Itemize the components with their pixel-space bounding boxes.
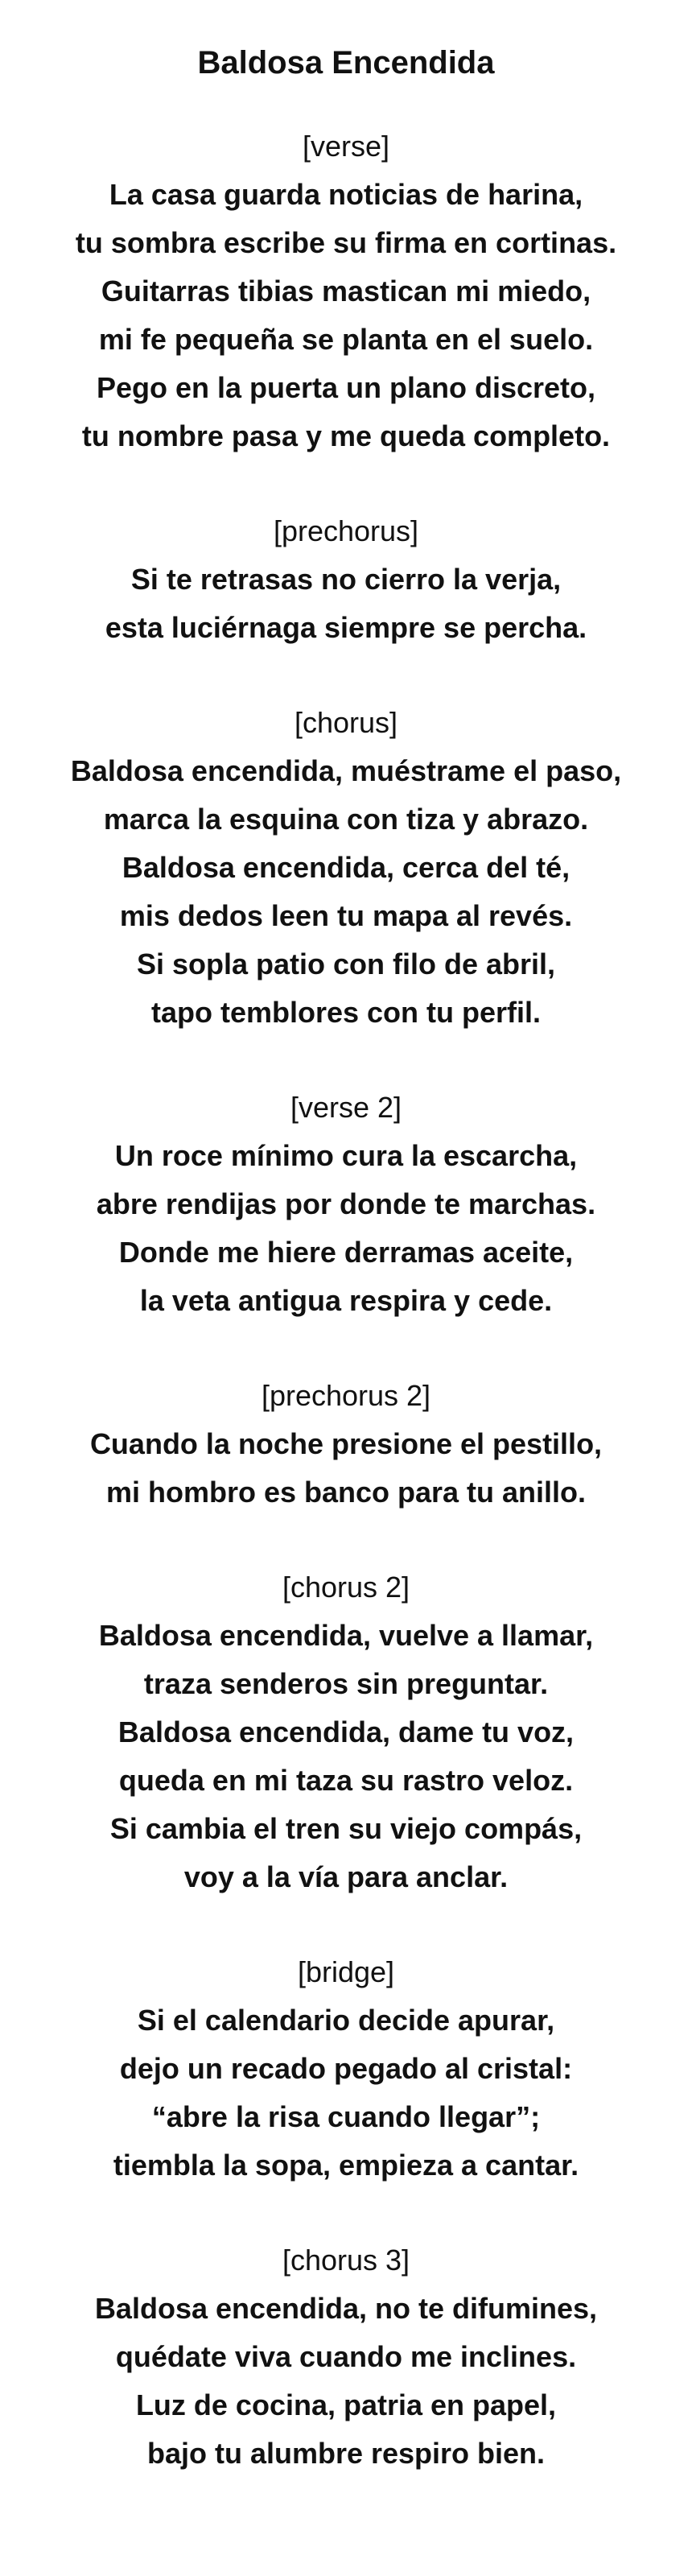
section-label: [verse] [302,130,390,163]
lyrics-section [0,1563,692,1901]
lyrics-section [0,507,692,652]
section-label: [chorus 3] [282,2244,410,2277]
lyric-line: Pego en la puerta un plano discreto, [96,371,596,404]
lyrics-body [0,122,692,2478]
section-label: [prechorus] [273,514,419,547]
lyrics-section [0,2236,692,2478]
lyric-line: Si te retrasas no cierro la verja, [130,563,562,596]
lyric-line: bajo tu alumbre respiro bien. [146,2437,546,2470]
lyric-line: abre rendijas por donde te marchas. [96,1187,596,1220]
lyric-line: mi hombro es banco para tu anillo. [105,1476,587,1509]
lyric-line: quédate viva cuando me inclines. [115,2340,577,2373]
lyric-line: Si cambia el tren su viejo compás, [109,1812,583,1845]
lyrics-section [0,1084,692,1325]
lyrics-section [0,1372,692,1517]
lyric-line: Un roce mínimo cura la escarcha, [114,1139,578,1172]
section-label: [chorus] [294,706,398,739]
section-label: [bridge] [297,1955,395,1988]
lyric-line: Donde me hiere derramas aceite, [118,1236,574,1269]
lyric-line: traza senderos sin preguntar. [143,1667,549,1700]
lyric-line: Baldosa encendida, cerca del té, [122,851,570,884]
section-label: [chorus 2] [282,1571,410,1604]
lyric-line: mis dedos leen tu mapa al revés. [119,899,573,932]
lyric-line: “abre la risa cuando llegar”; [151,2100,541,2133]
lyric-line: La casa guarda noticias de harina, [109,178,583,211]
lyric-line: Baldosa encendida, muéstrame el paso, [70,754,622,787]
lyric-line: Guitarras tibias mastican mi miedo, [101,275,591,308]
lyric-line: voy a la vía para anclar. [183,1860,509,1893]
lyric-line: Baldosa encendida, no te difumines, [94,2292,598,2325]
song-title: Baldosa Encendida [197,45,495,80]
lyrics-section [0,122,692,460]
lyrics-section [0,1948,692,2190]
lyric-line: Si sopla patio con filo de abril, [136,947,556,980]
lyric-line: Cuando la noche presione el pestillo, [89,1427,603,1460]
lyric-line: queda en mi taza su rastro veloz. [118,1764,574,1797]
lyric-line: Baldosa encendida, dame tu voz, [117,1715,575,1748]
lyric-line: Baldosa encendida, vuelve a llamar, [98,1619,594,1652]
lyric-line: tiembla la sopa, empieza a cantar. [113,2149,579,2182]
lyric-line: marca la esquina con tiza y abrazo. [103,803,589,836]
lyrics-section [0,699,692,1037]
section-label: [verse 2] [290,1091,402,1124]
lyric-line: tu sombra escribe su firma en cortinas. [75,226,617,259]
lyric-line: dejo un recado pegado al cristal: [119,2052,573,2085]
lyric-line: Luz de cocina, patria en papel, [135,2388,557,2421]
lyric-line: Si el calendario decide apurar, [137,2004,555,2037]
lyric-line: tu nombre pasa y me queda completo. [81,419,611,452]
lyric-line: la veta antigua respira y cede. [139,1284,553,1317]
lyric-line: mi fe pequeña se planta en el suelo. [98,323,594,356]
lyric-line: esta luciérnaga siempre se percha. [105,611,587,644]
section-label: [prechorus 2] [261,1379,431,1412]
lyric-line: tapo temblores con tu perfil. [150,996,542,1029]
